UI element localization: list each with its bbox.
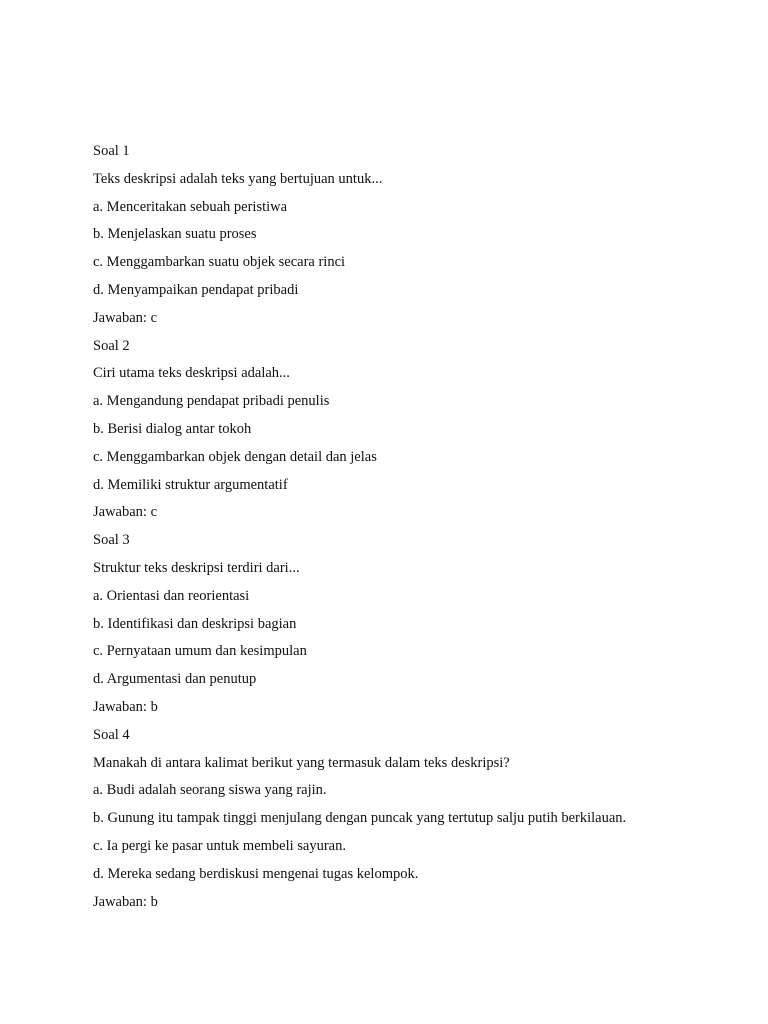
question-3-answer: Jawaban: b [93,698,158,715]
question-1-heading: Soal 1 [93,143,130,159]
question-4-answer: Jawaban: b [93,893,158,910]
question-3-option-b: b. Identifikasi dan deskripsi bagian [93,615,297,632]
question-2-heading: Soal 2 [93,337,130,354]
question-4-option-b: b. Gunung itu tampak tinggi menjulang dengan puncak yang tertutup salju putih berkilauan. [93,810,627,827]
question-1-prompt: Teks deskripsi adalah teks yang bertujuan untuk... [93,170,383,187]
question-2-answer: Jawaban: c [93,504,158,521]
question-3-option-a: a. Orientasi dan reorientasi [93,587,250,604]
question-1-answer: Jawaban: c [93,309,158,326]
question-list [93,142,733,920]
question-4-heading: Soal 4 [93,726,130,743]
question-3-option-d: d. Argumentasi dan penutup [93,671,257,688]
question-4-option-d: d. Mereka sedang berdiskusi mengenai tugas kelompok. [93,865,419,882]
question-4-option-a: a. Budi adalah seorang siswa yang rajin. [93,782,327,799]
question-2-option-a: a. Mengandung pendapat pribadi penulis [93,393,330,410]
question-1-option-b: b. Menjelaskan suatu proses [93,226,257,243]
question-2-option-b: b. Berisi dialog antar tokoh [93,420,252,437]
question-3-option-c: c. Pernyataan umum dan kesimpulan [93,643,307,660]
question-1-option-d: d. Menyampaikan pendapat pribadi [93,281,299,298]
question-2-option-c: c. Menggambarkan objek dengan detail dan jelas [93,448,377,465]
question-3-prompt: Struktur teks deskripsi terdiri dari... [93,559,300,576]
question-3-heading: Soal 3 [93,532,130,549]
question-1-option-c: c. Menggambarkan suatu objek secara rinci [93,254,346,271]
question-2-option-d: d. Memiliki struktur argumentatif [93,476,288,493]
question-2-prompt: Ciri utama teks deskripsi adalah... [93,365,290,382]
question-1-option-a: a. Menceritakan sebuah peristiwa [93,198,288,215]
question-4-prompt: Manakah di antara kalimat berikut yang termasuk dalam teks deskripsi? [93,754,510,771]
question-4-option-c: c. Ia pergi ke pasar untuk membeli sayuran. [93,837,346,854]
